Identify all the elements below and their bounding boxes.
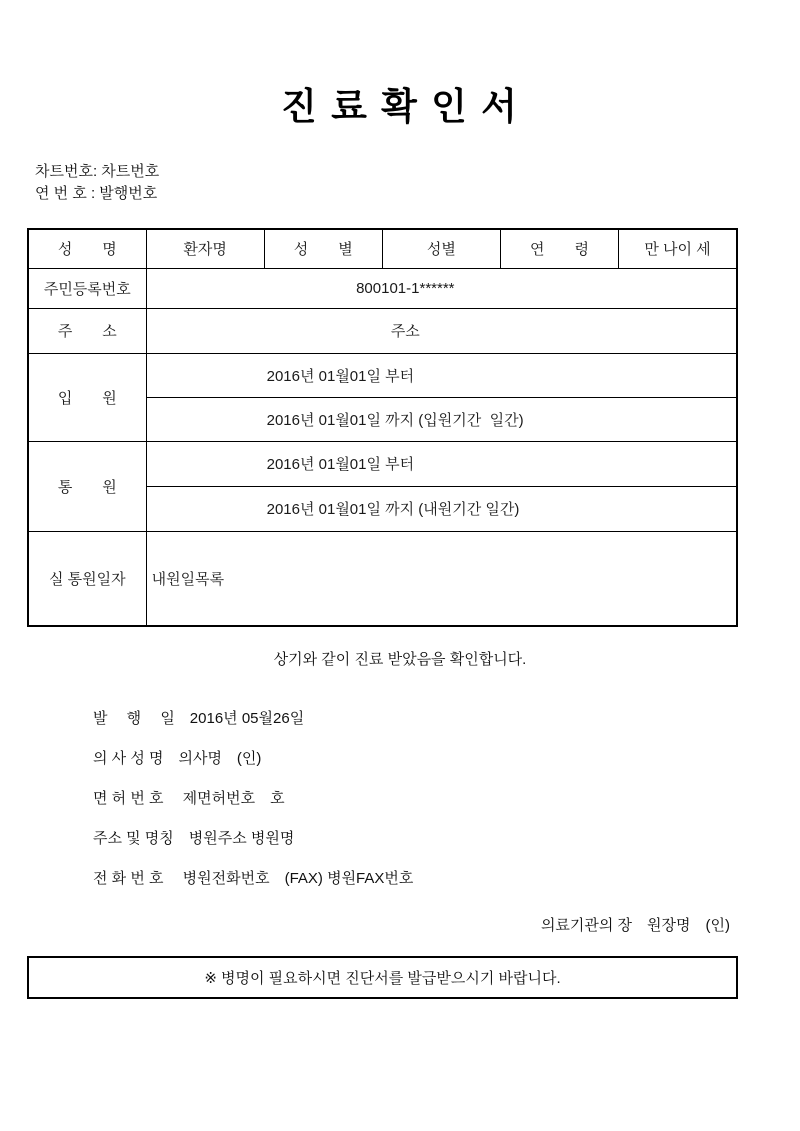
- chart-number-line: 차트번호: 차트번호: [35, 163, 160, 180]
- director-signature-line: 의료기관의 장 원장명 (인): [540, 917, 730, 934]
- gender-value-cell: 성별: [382, 229, 500, 268]
- hospitalization-label-cell: 입 원: [28, 353, 146, 441]
- confirmation-statement: 상기와 같이 진료 받았음을 확인합니다.: [273, 651, 527, 668]
- outpatient-to-cell: 2016년 01월01일 까지 (내원기간 일간): [146, 486, 737, 531]
- outpatient-label-cell: 통 원: [28, 441, 146, 531]
- serial-number-line: 연 번 호 : 발행번호: [35, 185, 158, 202]
- table-row-rrn: [28, 268, 737, 308]
- document-meta: [35, 161, 159, 205]
- page-title: 진 료 확 인 서: [281, 86, 519, 127]
- name-value-cell: 환자명: [146, 229, 264, 268]
- notice-text: ※ 병명이 필요하시면 진단서를 발급받으시기 바랍니다.: [204, 970, 561, 987]
- hospitalization-from-cell: 2016년 01월01일 부터: [146, 353, 737, 397]
- address-label-cell: 주 소: [28, 308, 146, 353]
- table-row-outpatient-from: [28, 441, 737, 486]
- table-row-visit-days: [28, 531, 737, 626]
- visit-days-value-cell: 내원일목록: [146, 531, 737, 626]
- rrn-label-cell: 주민등록번호: [28, 268, 146, 308]
- hospitalization-to-cell: 2016년 01월01일 까지 (입원기간 일간): [146, 397, 737, 441]
- outpatient-from-cell: 2016년 01월01일 부터: [146, 441, 737, 486]
- issue-date-line: 발 행 일 2016년 05월26일: [93, 710, 305, 727]
- license-number-line: 면 허 번 호 제면허번호 호: [93, 790, 285, 807]
- table-row-identity: [28, 229, 737, 268]
- patient-info-table: [27, 228, 738, 627]
- notice-box: [27, 956, 738, 999]
- gender-label-cell: 성 별: [264, 229, 382, 268]
- name-label-cell: 성 명: [28, 229, 146, 268]
- address-value-cell: 주소: [146, 308, 737, 353]
- rrn-value-cell: 800101-1******: [146, 268, 737, 308]
- doctor-name-line: 의 사 성 명 의사명 (인): [93, 750, 262, 767]
- hospital-address-name-line: 주소 및 명칭 병원주소 병원명: [93, 830, 295, 847]
- issuer-info-block: [93, 711, 413, 911]
- table-row-hospitalization-from: [28, 353, 737, 397]
- hospital-phone-line: 전 화 번 호 병원전화번호 (FAX) 병원FAX번호: [93, 870, 414, 887]
- visit-days-label-cell: 실 통원일자: [28, 531, 146, 626]
- table-row-address: [28, 308, 737, 353]
- age-label-cell: 연 령: [500, 229, 618, 268]
- age-value-cell: 만 나이 세: [619, 229, 737, 268]
